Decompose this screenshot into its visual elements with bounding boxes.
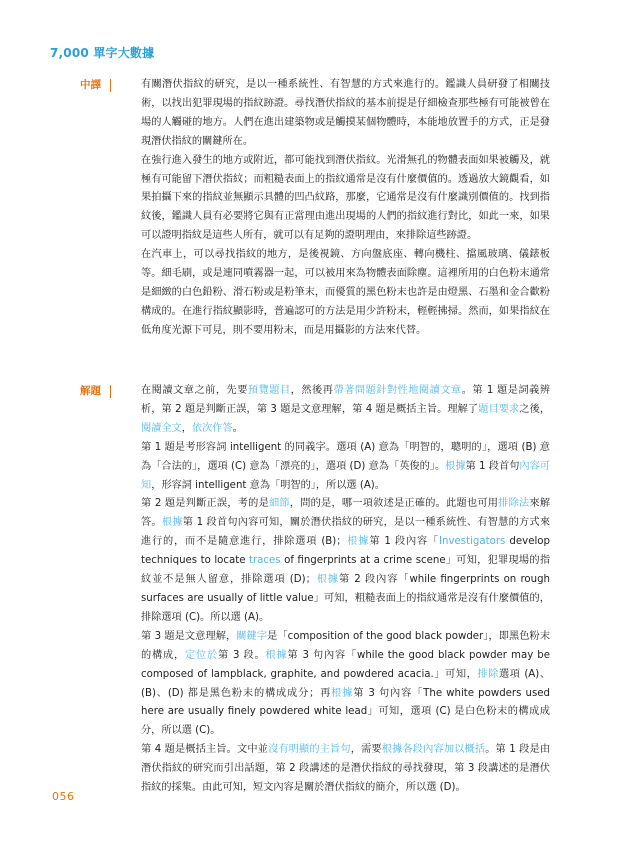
- text-run: 第 3 句內容「The white powders used here are usually finely powdered white lead」可知，選項 (C) 是白色粉末的構成成分，所以選 (C)。: [141, 687, 551, 737]
- label-divider: [110, 79, 111, 92]
- highlight-term: 沒有明顯的主旨句: [268, 744, 351, 756]
- highlight-term: 根據: [346, 536, 370, 548]
- text-run: 。第 1 題是詞義辨析，第 2 題是判斷正誤，第 3 題是文意理解，第 4 題是概括主旨。理解了: [141, 385, 551, 415]
- text-run: 在汽車上，可以尋找指紋的地方，是後視鏡、方向盤底座、轉向機柱、擋風玻璃、儀錶板等。細毛刷，或是連同噴霧器一起，可以被用來為物體表面除塵。這裡所用的白色粉末通常是細緻的白色鉛粉、滑石粉或是粉筆末，而優質的黑色粉末也許是由燈黑、石墨和金合歡粉構成的。在進行指紋顯影時，普遍認可的方法是用少許粉末，輕輕拂掃。然而，如果指紋在低角度光源下可見，則不要用粉末，而是用攝影的方法來代替。: [141, 249, 550, 336]
- highlight-term: 排除: [477, 668, 499, 680]
- text-run: 。: [232, 422, 243, 434]
- text-run: 在閱讀文章之前，先要: [141, 385, 248, 396]
- highlight-term: 根據: [331, 687, 354, 699]
- text-run: 有關潛伏指紋的研究，是以一種系統性、有智慧的方式來進行的。鑑識人員研發了相關技術，以找出犯罪現場的指紋跡證。尋找潛伏指紋的基本前提是仔細檢查那些極有可能被曾在場的人觸碰的地方。人們在進出建築物或是觸摸某個物體時，本能地放置手的方式，正是發現潛伏指紋的關鍵所在。: [141, 79, 550, 147]
- text-run: 在強行進入發生的地方或附近，都可能找到潛伏指紋。光滑無孔的物體表面如果被觸及，就極有可能留下潛伏指紋；而粗糙表面上的指紋通常是沒有什麼價值的。透過放大鏡觀看，如果拍攝下來的指紋並無顯示具體的凹凸紋路，那麼，它通常是沒有什麼識別價值的。找到指紋後，鑑識人員有必要將它與有正當理由進出現場的人們的指紋進行對比，如此一來，如果可以證明指紋是這些人所有，就可以有足夠的證明理由，來排除這些跡證。: [141, 154, 550, 242]
- highlight-term: 根據: [265, 649, 288, 661]
- text-run: ，: [181, 422, 192, 434]
- highlight-term: 根據: [445, 460, 466, 472]
- highlight-term: traces: [248, 555, 281, 567]
- highlight-term: 帶著問題針對性地閱讀文章: [333, 385, 462, 396]
- highlight-term: 關鍵字: [236, 630, 268, 642]
- explanation-section: [80, 382, 551, 798]
- paragraph: [141, 628, 550, 741]
- text-run: ，需要: [350, 744, 382, 756]
- text-run: 選項 (A)、(B)、(D) 都是黑色粉末的構成成分；再: [141, 668, 551, 699]
- label-divider: [110, 385, 111, 398]
- text-run: 第 2 題是判斷正誤，考的是: [141, 498, 269, 510]
- paragraph: [141, 152, 550, 247]
- text-run: 。第 1 段是由潛伏指紋的研究而引出話題，第 2 段講述的是潛伏指紋的尋找發現，第 3 段講述的是潛伏指紋的採集。由此可知，短文內容是關於潛伏指紋的簡介，所以選 (D)。: [141, 744, 551, 794]
- text-run: 第 1 段首句: [465, 460, 520, 472]
- text-run: 第 1 段內容「: [369, 536, 440, 548]
- text-run: of fingerprints at a crime scene」可知，犯罪現場的指紋並不是無人留意，排除選項 (D)；: [141, 555, 551, 586]
- translation-body: [141, 76, 550, 341]
- highlight-term: 細節: [269, 498, 290, 510]
- text-run: 第 1 題是考形容詞 intelligent 的同義字。選項 (A) 意為「明智的，聰明的」，選項 (B) 意為「合法的」，選項 (C) 意為「漂亮的」，選項 (D) 意為「英俊的」。: [141, 441, 550, 472]
- text-run: ，問的是，哪一項敘述是正確的。此題也可用: [289, 498, 499, 510]
- text-run: 來解答。: [141, 498, 551, 529]
- text-run: ，形容詞 intelligent 意為「明智的」，所以選 (A)。: [151, 479, 385, 491]
- paragraph: [141, 439, 550, 496]
- highlight-term: 依次作答: [191, 422, 233, 434]
- paragraph: [141, 382, 550, 439]
- text-run: ，然後再: [290, 385, 334, 396]
- highlight-term: 預覽題目: [247, 385, 291, 396]
- translation-label: 中譯: [80, 79, 101, 91]
- translation-section: [80, 76, 550, 341]
- text-run: 第 1 段首句內容可知，關於潛伏指紋的研究，是以一種系統性、有智慧的方式來進行的，而不是隨意進行，排除選項 (B)；: [141, 517, 551, 548]
- highlight-term: 定位於: [184, 649, 218, 661]
- text-run: 第 3 題是文意理解，: [141, 630, 237, 642]
- highlight-term: 排除法: [498, 498, 530, 510]
- explanation-label: 解題: [80, 385, 101, 397]
- explanation-body: [141, 382, 550, 798]
- paragraph: [141, 495, 550, 627]
- book-title: 7,000 單字大數據: [50, 46, 155, 60]
- text-run: develop techniques to locate: [141, 536, 550, 567]
- paragraph: [141, 246, 550, 341]
- text-run: 之後，: [519, 403, 551, 415]
- paragraph: [141, 76, 550, 152]
- highlight-term: 題目要求: [478, 403, 520, 415]
- highlight-term: 根據: [315, 574, 339, 586]
- text-run: 第 3 段。: [217, 649, 266, 661]
- text-run: 第 2 段內容「while fingerprints on rough surfaces are usually of little value」可知，粗糙表面上的指紋通常是沒有什麼價值的，排除選項 (C)。所以選 (A)。: [141, 574, 551, 623]
- highlight-term: 根據各段內容加以概括: [381, 744, 486, 756]
- text-run: 第 3 句內容「while the good black powder may be composed of lampblack, graphite, and powdered acacia.」可知，: [141, 649, 551, 680]
- page-number: 056: [52, 790, 75, 803]
- highlight-term: 根據: [161, 517, 183, 529]
- highlight-term: Investigators: [439, 536, 506, 548]
- text-run: 是「composition of the good black powder」，即黑色粉末的構成，: [141, 630, 551, 661]
- paragraph: [141, 741, 550, 798]
- highlight-term: 閱讀全文: [141, 422, 182, 434]
- text-run: 第 4 題是概括主旨。文中並: [141, 744, 269, 756]
- highlight-term: 內容可知: [141, 460, 551, 491]
